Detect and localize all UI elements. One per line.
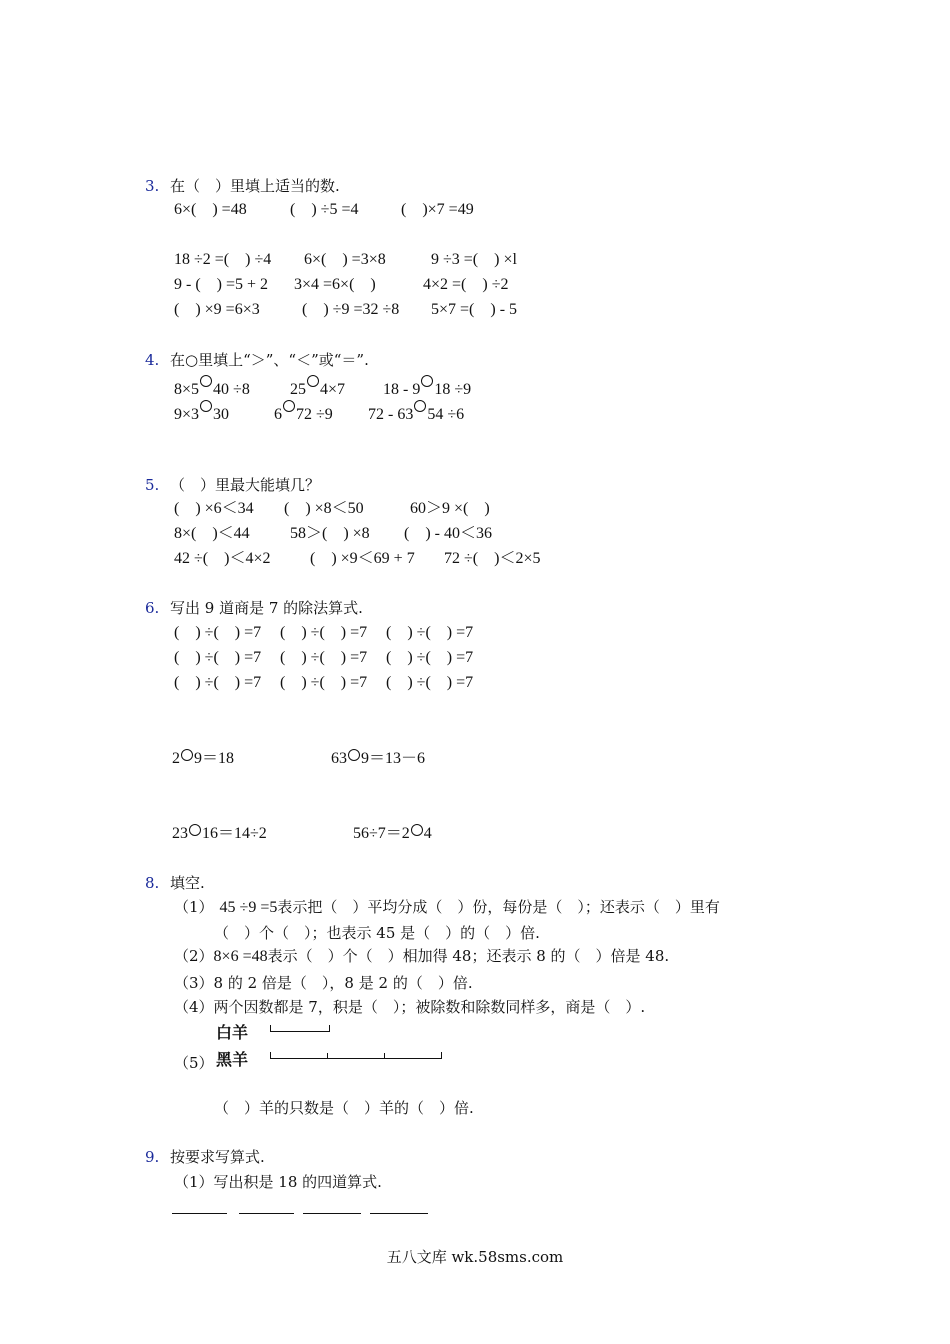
q3-r2-c2: 6×( ) =3×8 — [304, 251, 386, 268]
compare-circle[interactable] — [307, 375, 319, 387]
q5-r3-c3: 72 ÷( )＜2×5 — [444, 550, 541, 567]
q3-r1-c3: ( )×7 =49 — [401, 201, 474, 218]
q4-r1-c: 18 - 9 18 ÷9 — [383, 375, 471, 400]
q3-r2-c3: 9 ÷3 =( ) ×l — [431, 251, 517, 268]
q6-expr: ( ) ÷( ) =7 — [280, 674, 368, 691]
black-sheep-label: 黑羊 — [216, 1050, 249, 1069]
answer-blank[interactable] — [370, 1213, 428, 1214]
black-sheep-bar — [270, 1052, 442, 1059]
q8-s5-label: （5） — [174, 1054, 214, 1072]
compare-circle[interactable] — [200, 375, 212, 387]
q4-r2-c: 72 - 63 54 ÷6 — [368, 400, 464, 425]
q3-r1-c1: 6×( ) =48 — [174, 201, 247, 218]
q6-expr: ( ) ÷( ) =7 — [174, 624, 262, 641]
q5-r2-c1: 8×( )＜44 — [174, 525, 250, 542]
q3-r4-c1: ( ) ×9 =6×3 — [174, 301, 260, 318]
q3-number: 3. — [145, 177, 160, 195]
q6-expr: ( ) ÷( ) =7 — [386, 649, 474, 666]
q3-r3-c2: 3×4 =6×( ) — [294, 276, 376, 293]
answer-blank[interactable] — [303, 1213, 361, 1214]
q5-r2-c3: ( ) - 40＜36 — [404, 525, 492, 542]
q3-r2-c1: 18 ÷2 =( ) ÷4 — [174, 251, 272, 268]
q8-s3: （3）8 的 2 倍是（ ），8 是 2 的（ ）倍. — [174, 974, 473, 992]
q5-r1-c2: ( ) ×8＜50 — [284, 500, 364, 517]
q5-r1-c3: 60＞9 ×( ) — [410, 500, 490, 517]
compare-circle[interactable] — [200, 400, 212, 412]
q5-number: 5. — [145, 476, 160, 494]
q6-expr: ( ) ÷( ) =7 — [280, 649, 368, 666]
q3-r4-c2: ( ) ÷9 =32 ÷8 — [302, 301, 400, 318]
operator-circle[interactable] — [348, 749, 360, 761]
operator-circle[interactable] — [181, 749, 193, 761]
compare-circle[interactable] — [283, 400, 295, 412]
q6-expr: ( ) ÷( ) =7 — [280, 624, 368, 641]
answer-blank[interactable] — [239, 1213, 294, 1214]
q6-expr: ( ) ÷( ) =7 — [386, 674, 474, 691]
q8-s4: （4）两个因数都是 7，积是（ ）；被除数和除数同样多，商是（ ）. — [174, 998, 646, 1016]
q7-eq3: 23 16＝14÷2 — [172, 825, 267, 842]
footer-watermark: 五八文库 wk.58sms.com — [386, 1248, 564, 1266]
q4-prompt: 在○里填上“＞”、“＜”或“＝”. — [170, 351, 369, 369]
bar-divider — [384, 1053, 385, 1058]
q3-r4-c3: 5×7 =( ) - 5 — [431, 301, 518, 318]
q8-prompt: 填空. — [170, 874, 205, 892]
q5-r2-c2: 58＞( ) ×8 — [290, 525, 370, 542]
q7-eq1: 2 9＝18 — [172, 750, 235, 767]
q6-expr: ( ) ÷( ) =7 — [174, 674, 262, 691]
q4-r1-a: 8×5 40 ÷8 — [174, 375, 250, 400]
q9-s1: （1）写出积是 18 的四道算式. — [174, 1173, 382, 1191]
q4-r2-a: 9×3 30 — [174, 400, 229, 425]
q8-s2: （2）8×6 =48表示（ ）个（ ）相加得 48；还表示 8 的（ ）倍是 48. — [174, 947, 670, 965]
q7-eq2: 63 9＝13－6 — [331, 750, 426, 767]
q6-expr: ( ) ÷( ) =7 — [386, 624, 474, 641]
bar-divider — [327, 1053, 328, 1058]
compare-circle[interactable] — [414, 400, 426, 412]
q6-prompt: 写出 9 道商是 7 的除法算式. — [170, 599, 363, 617]
q8-s1-cont: （ ）个（ ）；也表示 45 是（ ）的（ ）倍. — [214, 924, 540, 942]
q4-number: 4. — [145, 351, 160, 369]
q9-prompt: 按要求写算式. — [170, 1148, 265, 1166]
q3-prompt: 在（ ）里填上适当的数. — [170, 177, 340, 195]
q6-expr: ( ) ÷( ) =7 — [174, 649, 262, 666]
operator-circle[interactable] — [189, 824, 201, 836]
q5-r1-c1: ( ) ×6＜34 — [174, 500, 254, 517]
q6-number: 6. — [145, 599, 160, 617]
q8-s5-text: （ ）羊的只数是（ ）羊的（ ）倍. — [214, 1099, 474, 1117]
q5-prompt: （ ）里最大能填几？ — [170, 476, 321, 494]
q7-eq4: 56÷7＝2 4 — [353, 825, 432, 842]
q3-r3-c3: 4×2 =( ) ÷2 — [423, 276, 509, 293]
q8-s1: （1） 45 ÷9 =5表示把（ ）平均分成（ ）份，每份是（ ）；还表示（ ）里有 — [174, 898, 720, 916]
white-sheep-bar — [270, 1025, 330, 1032]
q8-number: 8. — [145, 874, 160, 892]
q4-r1-b: 25 4×7 — [290, 375, 345, 400]
operator-circle[interactable] — [411, 824, 423, 836]
q3-r1-c2: ( ) ÷5 =4 — [290, 201, 359, 218]
compare-circle[interactable] — [421, 375, 433, 387]
q5-r3-c2: ( ) ×9＜69 + 7 — [310, 550, 415, 567]
q4-r2-b: 6 72 ÷9 — [274, 400, 333, 425]
q5-r3-c1: 42 ÷( )＜4×2 — [174, 550, 271, 567]
q9-number: 9. — [145, 1148, 160, 1166]
q3-r3-c1: 9 - ( ) =5 + 2 — [174, 276, 269, 293]
answer-blank[interactable] — [172, 1213, 227, 1214]
white-sheep-label: 白羊 — [216, 1023, 249, 1042]
